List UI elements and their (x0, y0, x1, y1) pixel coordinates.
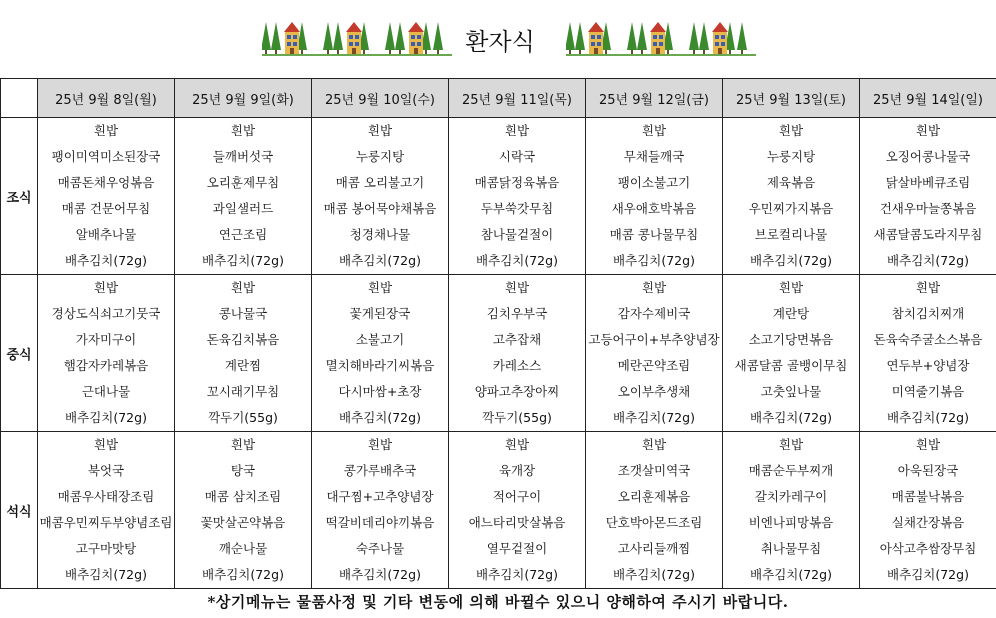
menu-item: 배추김치(72g) (750, 567, 832, 582)
menu-item: 배추김치(72g) (202, 253, 284, 268)
menu-item: 메란곤약조림 (617, 358, 691, 373)
meal-label: 조식 (1, 118, 38, 275)
date-header: 25년 9월 11일(목) (449, 79, 586, 118)
menu-item: 깨순나물 (218, 541, 268, 556)
menu-item: 새콤달콤도라지무침 (873, 227, 983, 242)
menu-item: 새우애호박볶음 (611, 201, 697, 216)
menu-item: 매콤우민찌두부양념조림 (39, 515, 173, 530)
tree-icon (637, 22, 647, 50)
menu-item: 돈육김치볶음 (206, 332, 280, 347)
date-header: 25년 9월 8일(월) (38, 79, 175, 118)
menu-item: 흰밥 (504, 280, 530, 295)
menu-item: 계란탕 (772, 306, 810, 321)
menu-item: 오이부추생채 (617, 384, 691, 399)
tree-icon (271, 22, 281, 50)
menu-item: 콩나물국 (218, 306, 268, 321)
menu-cell (860, 118, 996, 275)
tree-icon (262, 22, 271, 50)
menu-item: 배추김치(72g) (476, 567, 558, 582)
meal-row (1, 275, 996, 432)
menu-cell (38, 118, 175, 275)
menu-item: 흰밥 (367, 123, 393, 138)
notice-text: *상기메뉴는 물품사정 및 기타 변동에 의해 바뀔수 있으니 양해하여 주시기 바랍니다. (207, 593, 789, 611)
menu-item: 매콤 콩나물무침 (609, 227, 699, 242)
menu-item: 흰밥 (93, 437, 119, 452)
menu-cell (449, 275, 586, 432)
menu-item: 양파고추장아찌 (474, 384, 560, 399)
menu-item: 숙주나물 (355, 541, 405, 556)
menu-item: 흰밥 (230, 280, 256, 295)
menu-item: 매콤돈채우엉볶음 (57, 175, 155, 190)
meal-label: 석식 (1, 432, 38, 589)
menu-item: 근대나물 (81, 384, 131, 399)
menu-item: 과일샐러드 (212, 201, 274, 216)
menu-item: 계란찜 (224, 358, 262, 373)
menu-item: 배추김치(72g) (887, 253, 969, 268)
menu-item: 누룽지탕 (355, 149, 405, 164)
menu-item: 북엇국 (87, 463, 125, 478)
menu-item: 새콤달콤 골뱅이무침 (734, 358, 848, 373)
menu-item: 흰밥 (915, 123, 941, 138)
menu-item: 연근조림 (218, 227, 268, 242)
menu-item: 꼬시래기무침 (206, 384, 280, 399)
menu-item: 제육볶음 (766, 175, 816, 190)
menu-item: 흰밥 (93, 280, 119, 295)
menu-item: 고춧잎나물 (760, 384, 822, 399)
menu-item: 소고기당면볶음 (748, 332, 834, 347)
menu-cell (860, 432, 996, 589)
menu-item: 배추김치(72g) (476, 253, 558, 268)
menu-item: 시락국 (498, 149, 536, 164)
tree-icon (575, 22, 585, 50)
menu-item: 흰밥 (778, 437, 804, 452)
tree-icon (395, 22, 405, 50)
menu-item: 브로컬리나물 (754, 227, 828, 242)
menu-item: 배추김치(72g) (750, 253, 832, 268)
menu-item: 실채간장볶음 (891, 515, 965, 530)
meal-row (1, 118, 996, 275)
menu-cell (312, 118, 449, 275)
header (0, 0, 996, 78)
menu-item: 연두부+양념장 (886, 358, 970, 373)
menu-cell (175, 118, 312, 275)
menu-item: 배추김치(72g) (613, 567, 695, 582)
menu-cell (175, 275, 312, 432)
menu-item: 꽃게된장국 (349, 306, 411, 321)
menu-item: 흰밥 (230, 437, 256, 452)
menu-cell (312, 275, 449, 432)
menu-item: 배추김치(72g) (65, 410, 147, 425)
menu-cell (38, 275, 175, 432)
tree-icon (333, 22, 343, 50)
menu-item: 흰밥 (504, 437, 530, 452)
village-houses-icon (566, 14, 756, 58)
menu-item: 매콤순두부찌개 (748, 463, 834, 478)
menu-item: 조갯살미역국 (617, 463, 691, 478)
menu-cell (860, 275, 996, 432)
menu-item: 경상도식쇠고기뭇국 (51, 306, 161, 321)
menu-item: 참나물겉절이 (480, 227, 554, 242)
menu-item: 배추김치(72g) (339, 410, 421, 425)
house-icon (712, 22, 728, 32)
date-header: 25년 9월 9일(화) (175, 79, 312, 118)
meal-label: 중식 (1, 275, 38, 432)
tree-icon (737, 22, 747, 50)
menu-item: 비엔나피망볶음 (748, 515, 834, 530)
menu-item: 배추김치(72g) (339, 253, 421, 268)
menu-cell (586, 118, 723, 275)
date-header: 25년 9월 10일(수) (312, 79, 449, 118)
menu-item: 흰밥 (367, 280, 393, 295)
tree-icon (689, 22, 699, 50)
menu-cell (175, 432, 312, 589)
menu-item: 햄감자카레볶음 (63, 358, 149, 373)
menu-item: 고등어구이+부추양념장 (588, 332, 720, 347)
menu-item: 깍두기(55g) (208, 410, 278, 425)
menu-item: 매콤닭정육볶음 (474, 175, 560, 190)
menu-item: 배추김치(72g) (887, 410, 969, 425)
menu-table (0, 78, 996, 589)
menu-item: 매콤 삼치조림 (204, 489, 282, 504)
menu-item: 흰밥 (641, 280, 667, 295)
menu-item: 육개장 (498, 463, 536, 478)
menu-item: 참치김치찌개 (891, 306, 965, 321)
menu-cell (449, 118, 586, 275)
menu-item: 배추김치(72g) (613, 253, 695, 268)
house-icon (408, 22, 424, 32)
menu-item: 매콤 오리불고기 (335, 175, 425, 190)
page-title: 환자식 (465, 28, 535, 56)
menu-item: 흰밥 (367, 437, 393, 452)
house-icon (346, 22, 362, 32)
menu-cell (449, 432, 586, 589)
menu-item: 배추김치(72g) (613, 410, 695, 425)
menu-item: 대구찜+고추양념장 (326, 489, 434, 504)
menu-item: 들깨버섯국 (212, 149, 274, 164)
menu-item: 흰밥 (93, 123, 119, 138)
tree-icon (323, 22, 333, 50)
menu-item: 감자수제비국 (617, 306, 691, 321)
menu-item: 카레소스 (492, 358, 542, 373)
menu-cell (723, 275, 860, 432)
date-header: 25년 9월 14일(일) (860, 79, 996, 118)
tree-icon (699, 22, 709, 50)
menu-item: 아욱된장국 (897, 463, 959, 478)
menu-item: 배추김치(72g) (339, 567, 421, 582)
house-icon (284, 22, 300, 32)
village-houses-icon (262, 14, 452, 58)
menu-item: 배추김치(72g) (887, 567, 969, 582)
menu-item: 깍두기(55g) (482, 410, 552, 425)
menu-item: 소불고기 (355, 332, 405, 347)
menu-item: 배추김치(72g) (202, 567, 284, 582)
menu-item: 무채들깨국 (623, 149, 685, 164)
menu-item: 단호박아몬드조림 (605, 515, 703, 530)
menu-item: 돈육숙주굴소스볶음 (873, 332, 983, 347)
menu-item: 오리훈제볶음 (617, 489, 691, 504)
house-icon (650, 22, 666, 32)
menu-item: 매콤불낙볶음 (891, 489, 965, 504)
menu-item: 고추잡채 (492, 332, 542, 347)
menu-item: 매콤우사태장조림 (57, 489, 155, 504)
menu-item: 고사리들깨찜 (617, 541, 691, 556)
menu-item: 흰밥 (641, 437, 667, 452)
tree-icon (627, 22, 637, 50)
menu-item: 누룽지탕 (766, 149, 816, 164)
menu-item: 흰밥 (915, 437, 941, 452)
menu-item: 취나물무침 (760, 541, 822, 556)
menu-cell (312, 432, 449, 589)
menu-item: 김치우부국 (486, 306, 548, 321)
menu-item: 배추김치(72g) (65, 253, 147, 268)
menu-item: 청경채나물 (349, 227, 411, 242)
menu-item: 멸치해바라기씨볶음 (325, 358, 435, 373)
menu-item: 적어구이 (492, 489, 542, 504)
menu-item: 오징어콩나물국 (885, 149, 971, 164)
menu-item: 팽이소불고기 (617, 175, 691, 190)
menu-item: 애느타리맛살볶음 (468, 515, 566, 530)
menu-item: 열무겉절이 (486, 541, 548, 556)
tree-icon (566, 22, 575, 50)
menu-cell (38, 432, 175, 589)
menu-item: 다시마쌈+초장 (338, 384, 422, 399)
menu-item: 떡갈비데리야끼볶음 (325, 515, 435, 530)
menu-item: 알배추나물 (75, 227, 137, 242)
menu-item: 오리훈제무침 (206, 175, 280, 190)
meal-row (1, 432, 996, 589)
menu-item: 두부쑥갓무침 (480, 201, 554, 216)
menu-cell (723, 432, 860, 589)
menu-item: 가자미구이 (75, 332, 137, 347)
menu-item: 갈치카레구이 (754, 489, 828, 504)
header-row (1, 79, 996, 118)
menu-cell (723, 118, 860, 275)
menu-item: 매콤 봉어묵야채볶음 (323, 201, 437, 216)
menu-item: 팽이미역미소된장국 (51, 149, 161, 164)
menu-item: 탕국 (230, 463, 256, 478)
menu-item: 닭살바베큐조림 (885, 175, 971, 190)
menu-item: 아삭고추쌈장무침 (879, 541, 977, 556)
menu-item: 고구마맛탕 (75, 541, 137, 556)
menu-item: 흰밥 (641, 123, 667, 138)
tree-icon (385, 22, 395, 50)
date-header: 25년 9월 12일(금) (586, 79, 723, 118)
corner-cell (1, 79, 38, 118)
menu-item: 꽃맛살곤약볶음 (200, 515, 286, 530)
menu-item: 미역줄기볶음 (891, 384, 965, 399)
menu-item: 흰밥 (504, 123, 530, 138)
menu-cell (586, 275, 723, 432)
menu-item: 건새우마늘쫑볶음 (879, 201, 977, 216)
menu-item: 흰밥 (230, 123, 256, 138)
menu-item: 흰밥 (778, 123, 804, 138)
menu-item: 매콤 건문어무침 (61, 201, 151, 216)
menu-cell (586, 432, 723, 589)
menu-item: 배추김치(72g) (65, 567, 147, 582)
menu-item: 콩가루배추국 (343, 463, 417, 478)
menu-item: 우민찌가지볶음 (748, 201, 834, 216)
menu-item: 흰밥 (915, 280, 941, 295)
house-icon (588, 22, 604, 32)
menu-item: 배추김치(72g) (750, 410, 832, 425)
menu-item: 흰밥 (778, 280, 804, 295)
date-header: 25년 9월 13일(토) (723, 79, 860, 118)
